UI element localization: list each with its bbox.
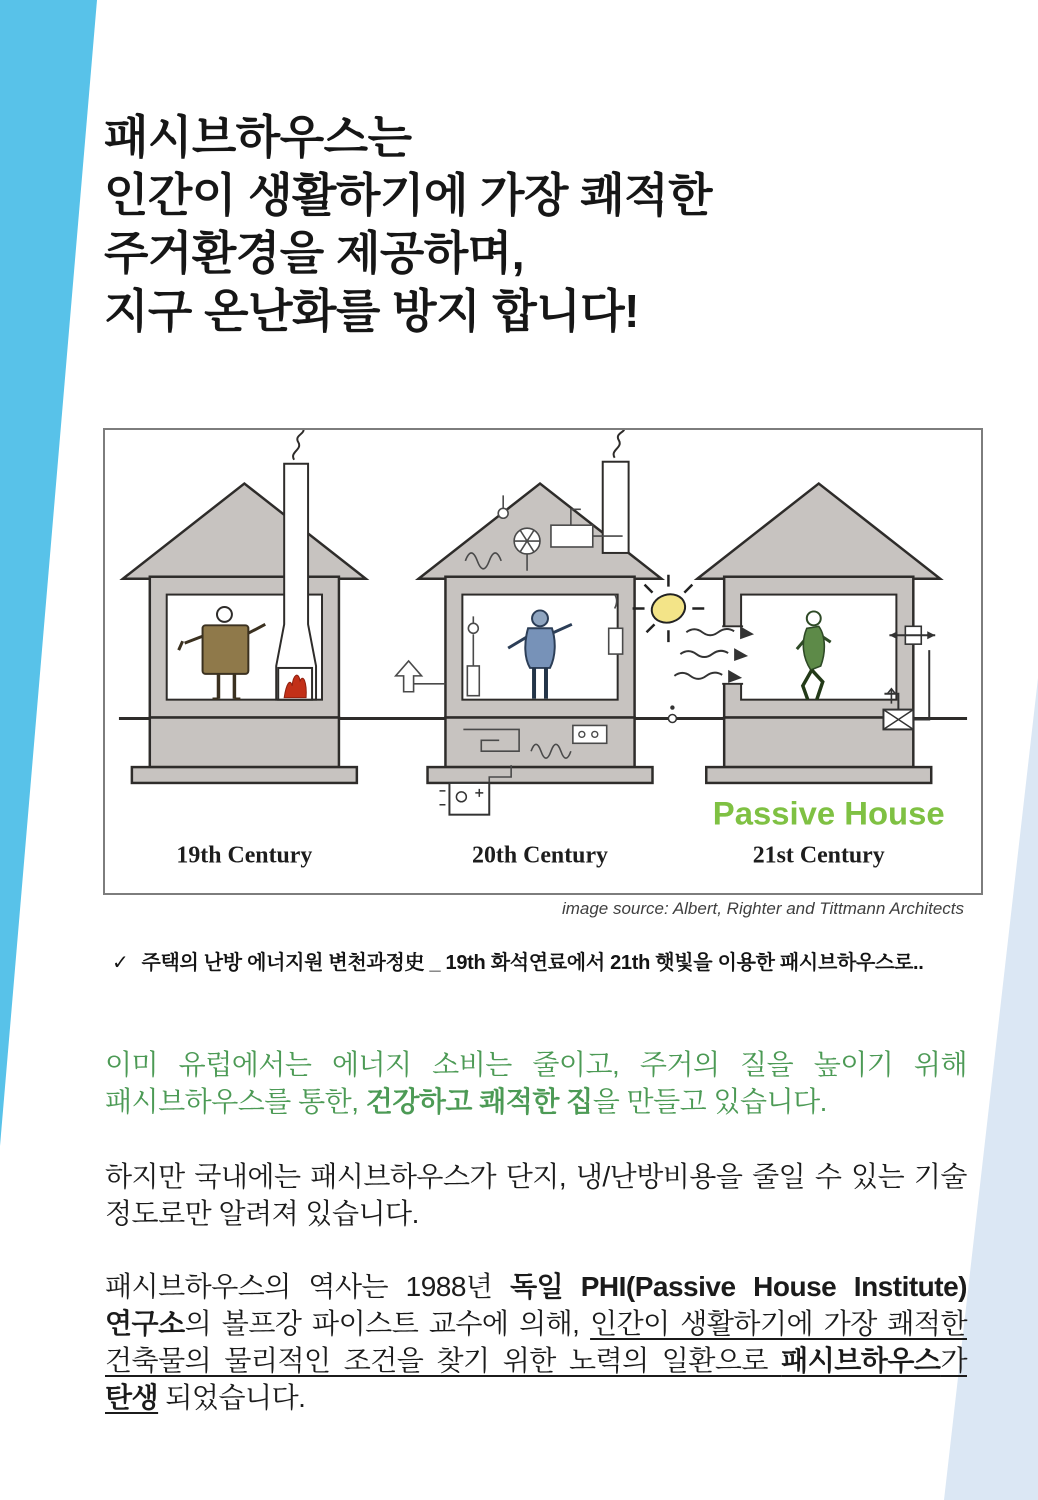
figure-note-text: 주택의 난방 에너지원 변천과정史 _ 19th 화석연료에서 21th 햇빛을 이용한 패시브하우스로.. <box>141 952 924 974</box>
label-20th-century: 20th Century <box>472 842 608 869</box>
left-blue-stripe <box>0 0 97 1146</box>
pipe-valve <box>668 715 676 723</box>
chimney <box>603 462 629 553</box>
heading-line-2: 인간이 생활하기에 가장 쾌적한 <box>104 169 713 221</box>
heading-line-3: 주거환경을 제공하며, <box>104 227 524 279</box>
smoke-squiggle <box>614 430 625 458</box>
external-unit <box>439 783 489 815</box>
sun-icon <box>633 575 705 642</box>
paragraph-domestic: 하지만 국내에는 패시브하우스가 단지, 냉/난방비용을 줄일 수 있는 기술 정도로만 알려져 있습니다. <box>105 1161 967 1229</box>
exhaust-arrow <box>396 661 422 692</box>
paragraph-europe: 이미 유럽에서는 에너지 소비는 줄이고, 주거의 질을 높이기 위해 패시브하우스를 통한, 건강하고 쾌적한 집을 만들고 있습니다. <box>105 1049 967 1117</box>
heading-line-1: 패시브하우스는 <box>104 111 412 163</box>
label-21st-century: 21st Century <box>752 842 885 869</box>
house-19th-century <box>123 430 366 868</box>
era-illustration-svg <box>105 430 981 893</box>
house-20th-century <box>396 430 662 868</box>
checkmark-icon: ✓ <box>112 952 129 974</box>
era-illustration <box>103 428 983 895</box>
smoke-squiggle <box>293 430 304 460</box>
figure-note <box>112 946 992 975</box>
heading-line-4: 지구 온난화를 방지 합니다! <box>104 285 639 337</box>
page-title <box>104 108 1004 340</box>
passive-house-label: Passive House <box>712 794 945 832</box>
pipe-dot <box>670 705 674 709</box>
paragraph-history: 패시브하우스의 역사는 1988년 독일 PHI(Passive House Institute) 연구소의 볼프강 파이스트 교수에 의해, 인간이 생활하기에 가장 쾌적한 건축물의 물리적인 조건을 찾기 위한 노력의 일환으로 패시브하우스가 탄생 되었습니다. <box>105 1271 967 1413</box>
image-source-caption: image source: Albert, Righter and Tittmann Architects <box>561 899 964 918</box>
house-21st-century <box>633 484 945 869</box>
label-19th-century: 19th Century <box>176 842 313 869</box>
